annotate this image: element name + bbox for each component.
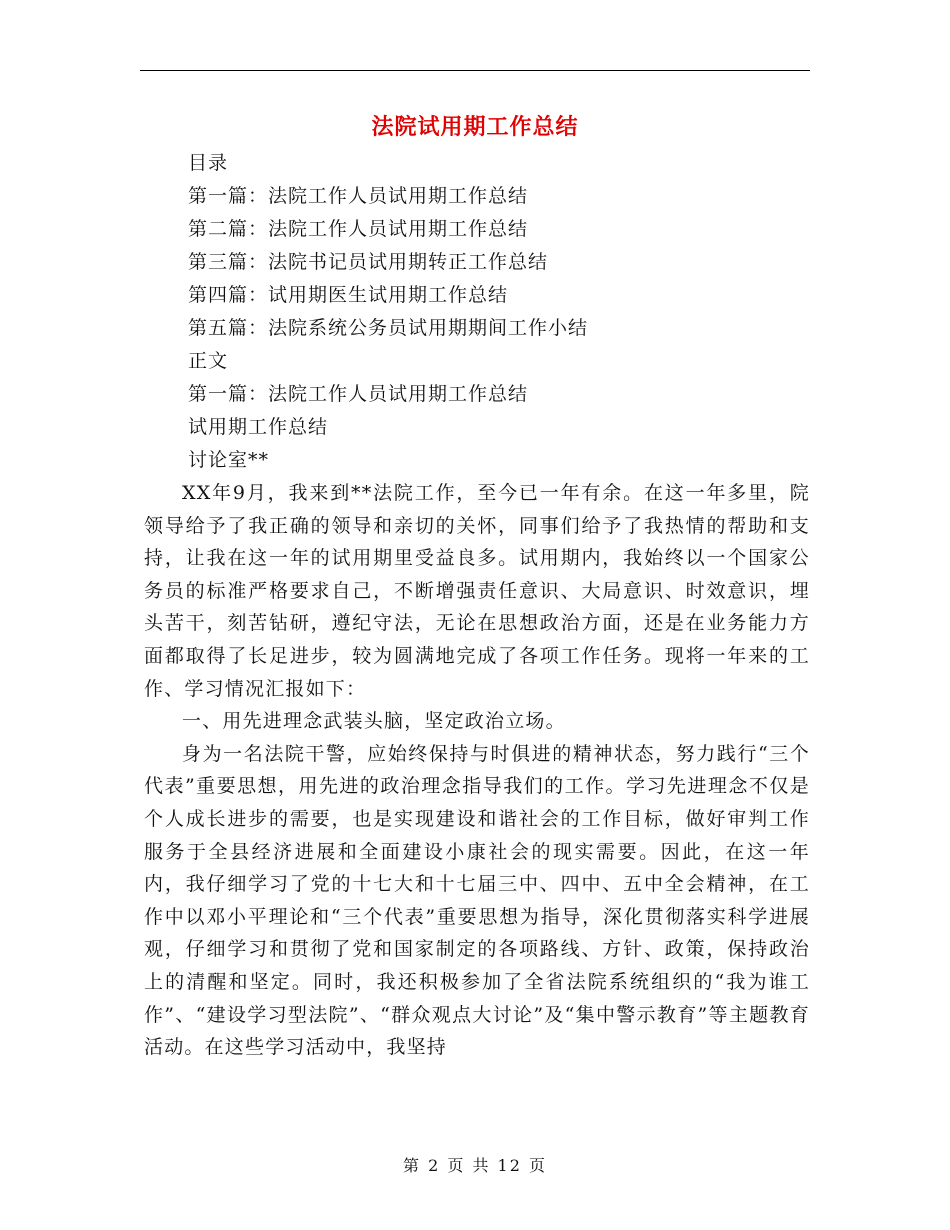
toc-item-5: 第五篇：法院系统公务员试用期期间工作小结	[188, 317, 589, 339]
page-number: 第 2 页 共 12 页	[403, 1156, 547, 1175]
toc-item-4: 第四篇：试用期医生试用期工作总结	[188, 284, 509, 306]
chapter-title: 第一篇：法院工作人员试用期工作总结	[188, 383, 529, 405]
subtitle: 试用期工作总结	[188, 416, 329, 438]
toc-heading: 目录	[188, 152, 229, 174]
body-heading: 正文	[188, 350, 229, 372]
paragraph-2: 一、用先进理念武装头脑，坚定政治立场。	[182, 710, 566, 733]
body-text	[144, 477, 810, 1064]
paragraph-3: 身为一名法院干警，应始终保持与时俱进的精神状态，努力践行“三个代表”重要思想，用先进的政治理念指导我们的工作。学习先进理念不仅是个人成长进步的需要，也是实现建设和谐社会的工作目标，做好审判工作服务于全县经济进展和全面建设小康社会的现实需要。因此，在这一年内，我仔细学习了党的十七大和十七届三中、四中、五中全会精神，在工作中以邓小平理论和“三个代表”重要思想为指导，深化贯彻落实科学进展观，仔细学习和贯彻了党和国家制定的各项路线、方针、政策，保持政治上的清醒和坚定。同时，我还积极参加了全省法院系统组织的“我为谁工作”、“建设学习型法院”、“群众观点大讨论”及“集中警示教育”等主题教育活动。在这些学习活动中，我坚持	[144, 742, 810, 1059]
author-line: 讨论室**	[188, 449, 270, 471]
toc-item-1: 第一篇：法院工作人员试用期工作总结	[188, 185, 529, 207]
toc-item-3: 第三篇：法院书记员试用期转正工作总结	[188, 251, 549, 273]
toc-item-2: 第二篇：法院工作人员试用期工作总结	[188, 218, 529, 240]
document-title: 法院试用期工作总结	[371, 115, 579, 140]
header-rule	[140, 70, 810, 71]
paragraph-1: XX年9月，我来到**法院工作，至今已一年有余。在这一年多里，院领导给予了我正确的领导和亲切的关怀，同事们给予了我热情的帮助和支持，让我在这一年的试用期里受益良多。试用期内，我始终以一个国家公务员的标准严格要求自己，不断增强责任意识、大局意识、时效意识，埋头苦干，刻苦钻研，遵纪守法，无论在思想政治方面，还是在业务能力方面都取得了长足进步，较为圆满地完成了各项工作任务。现将一年来的工作、学习情况汇报如下：	[144, 482, 810, 700]
